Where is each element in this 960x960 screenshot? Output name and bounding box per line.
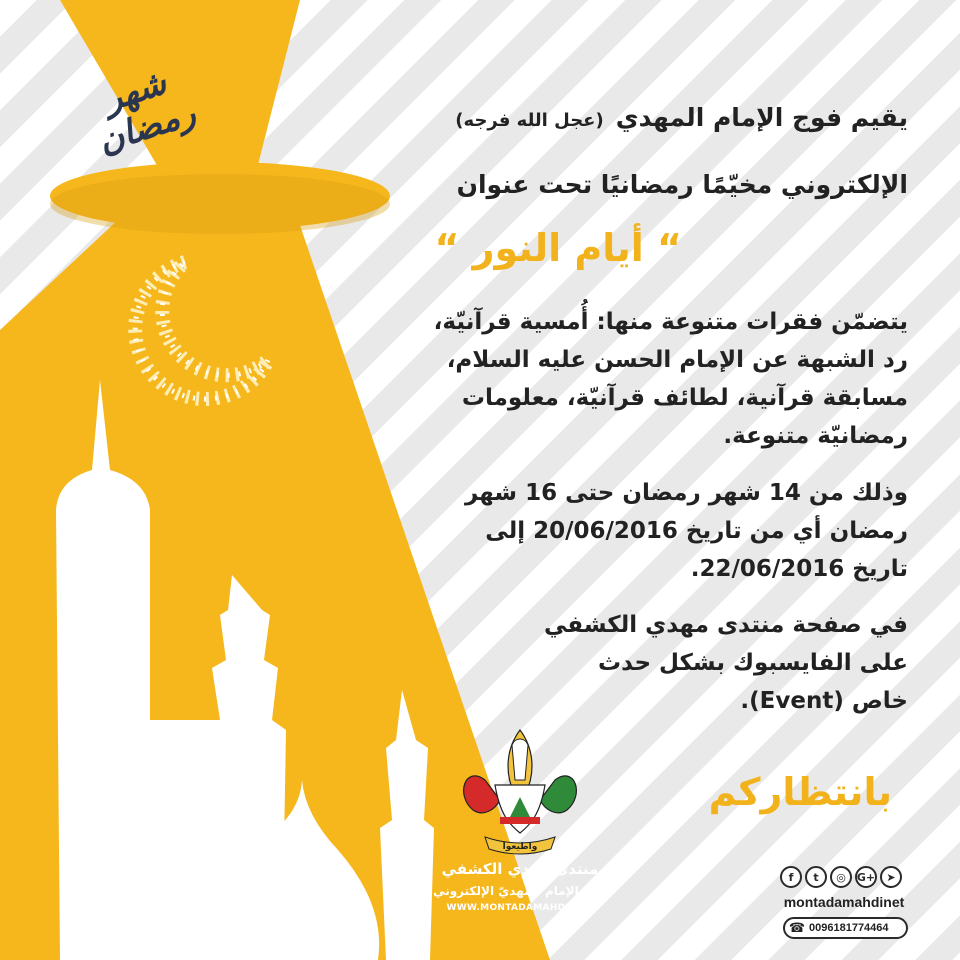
- dates-paragraph: [465, 474, 908, 588]
- venue-line: على الفايسبوك بشكل حدث: [598, 650, 908, 676]
- telegram-icon[interactable]: ➤: [880, 866, 902, 888]
- program-paragraph: [434, 303, 908, 455]
- phone-icon: ☎: [788, 920, 806, 936]
- event-title: “ أيام النور “: [434, 226, 682, 270]
- facebook-icon[interactable]: f: [780, 866, 802, 888]
- venue-paragraph: [544, 606, 908, 720]
- logo-motto: واطيعوا: [502, 842, 538, 852]
- social-icons: [780, 866, 910, 890]
- dates-line: تاريخ 22/06/2016.: [690, 556, 908, 582]
- social-handle[interactable]: montadamahdinet: [783, 894, 905, 910]
- dates-line: رمضان أي من تاريخ 20/06/2016 إلى: [485, 518, 908, 544]
- program-line: رمضانيّة متنوعة.: [723, 423, 908, 449]
- brand-name: منتدى مهدي الكشفي: [441, 860, 599, 878]
- organizer-text: يقيم فوج الإمام المهدي: [615, 103, 908, 132]
- brand-subtitle: فوج الإمام المهديّ الإلكتروني: [433, 884, 607, 898]
- program-line: مسابقة قرآنية، لطائف قرآنيّة، معلومات: [461, 385, 908, 411]
- venue-line: خاص (Event).: [740, 688, 908, 714]
- ramadan-calligraphy: شهر رمضان: [93, 62, 201, 162]
- phone-number: 0096181774464: [809, 922, 889, 934]
- organizer-blessing: (عجل الله فرجه): [455, 110, 604, 131]
- google-plus-icon[interactable]: G+: [855, 866, 877, 888]
- instagram-icon[interactable]: ◎: [830, 866, 852, 888]
- intro-line-2: الإلكتروني مخيّمًا رمضانيًا تحت عنوان: [456, 170, 908, 199]
- closing-text: بانتظاركم: [708, 770, 892, 814]
- intro-line-1: [455, 103, 908, 132]
- twitter-icon[interactable]: t: [805, 866, 827, 888]
- program-line: رد الشبهة عن الإمام الحسن عليه السلام،: [446, 347, 908, 373]
- program-line: يتضمّن فقرات متنوعة منها: أُمسية قرآنيّة،: [433, 309, 908, 335]
- dates-line: وذلك من 14 شهر رمضان حتى 16 شهر: [464, 480, 908, 506]
- phone-badge[interactable]: [783, 917, 908, 939]
- brand-url[interactable]: WWW.MONTADAMAHDI.NET: [446, 903, 594, 913]
- venue-line: في صفحة منتدى مهدي الكشفي: [544, 612, 908, 638]
